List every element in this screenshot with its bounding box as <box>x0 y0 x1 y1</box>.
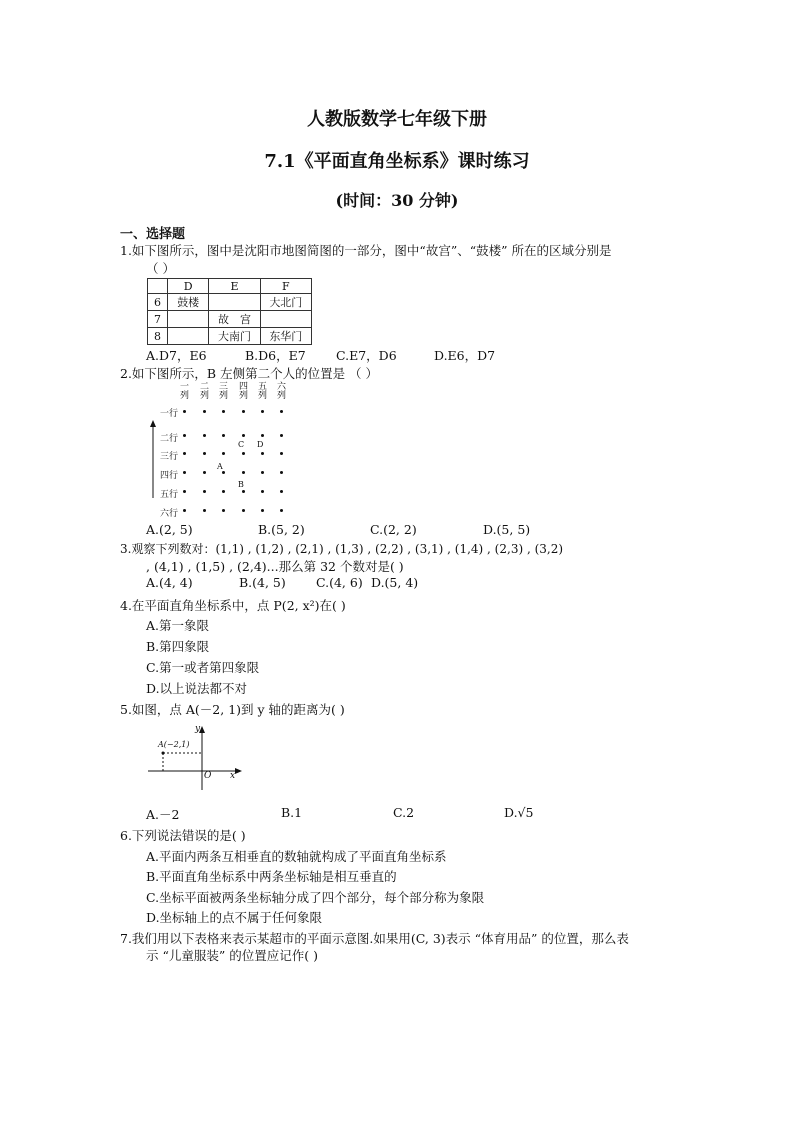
seat-dot <box>280 490 283 493</box>
seat-dot <box>242 410 245 413</box>
q5-option-a: A.－2 <box>146 807 180 822</box>
q2-option-c: C.(2, 2) <box>370 522 417 537</box>
seat-dot <box>280 471 283 474</box>
q6-option-c: C.坐标平面被两条坐标轴分成了四个部分，每个部分称为象限 <box>146 890 485 905</box>
table-cell: 7 <box>148 311 168 328</box>
row-label: 五行 <box>160 490 179 500</box>
column-label: 一列 <box>180 382 190 401</box>
q5-option-b: B.1 <box>281 805 303 820</box>
q1-map-table <box>147 278 312 345</box>
q7-line2: 示 “儿童服装” 的位置应记作( ) <box>146 948 318 963</box>
q1-option-b: B.D6，E7 <box>245 348 306 363</box>
q3-option-b: B.(4, 5) <box>239 575 286 590</box>
row-label: 一行 <box>160 409 179 419</box>
seat-dot <box>222 452 225 455</box>
seat-dot <box>222 490 225 493</box>
table-cell <box>168 311 209 328</box>
seat-dot <box>203 410 206 413</box>
x-axis-label: x <box>230 771 236 781</box>
row-label: 二行 <box>160 434 179 444</box>
seat-dot <box>242 434 245 437</box>
q2-option-b: B.(5, 2) <box>258 522 305 537</box>
seat-dot <box>222 471 225 474</box>
q5-option-d: D.√5 <box>504 805 534 820</box>
section-heading: 一、选择题 <box>120 227 186 242</box>
origin-label: O <box>204 771 212 781</box>
seat-dot <box>203 490 206 493</box>
q5-coordinate-figure <box>146 722 246 792</box>
table-header-cell: E <box>209 279 260 294</box>
column-label: 四列 <box>239 382 249 401</box>
seat-dot <box>280 410 283 413</box>
label-d: D <box>257 440 264 449</box>
q2-text: 2.如下图所示，B 左侧第二个人的位置是 （ ） <box>120 366 379 381</box>
q6-text: 6.下列说法错误的是( ) <box>120 828 246 843</box>
seat-dot <box>222 410 225 413</box>
column-label: 三列 <box>219 382 229 401</box>
seat-dot <box>222 509 225 512</box>
q3-option-c: C.(4, 6) <box>316 575 363 590</box>
point-a-label: A(−2,1) <box>158 740 190 749</box>
row-label: 六行 <box>160 509 179 519</box>
q6-option-a: A.平面内两条互相垂直的数轴就构成了平面直角坐标系 <box>146 849 447 864</box>
table-cell: 东华门 <box>260 328 311 345</box>
q4-option-d: D.以上说法都不对 <box>146 681 248 696</box>
q4-option-b: B.第四象限 <box>146 639 210 654</box>
table-cell: 大北门 <box>260 294 311 311</box>
y-axis-label: y <box>195 724 201 734</box>
table-cell <box>209 294 260 311</box>
label-b: B <box>238 480 244 489</box>
time-limit: (时间：30 分钟) <box>335 191 459 210</box>
seat-dot <box>280 434 283 437</box>
q7-line1: 7.我们用以下表格来表示某超市的平面示意图.如果用(C, 3)表示 “体育用品” 的位置，那么表 <box>120 931 629 946</box>
seat-dot <box>242 471 245 474</box>
q6-option-b: B.平面直角坐标系中两条坐标轴是相互垂直的 <box>146 869 397 884</box>
table-cell: 8 <box>148 328 168 345</box>
table-header-cell: D <box>168 279 209 294</box>
seat-dot <box>280 509 283 512</box>
column-label: 六列 <box>277 382 287 401</box>
direction-arrow-icon <box>148 420 158 500</box>
label-a: A <box>217 462 223 471</box>
q4-text: 4.在平面直角坐标系中，点 P(2, x²)在( ) <box>120 598 346 613</box>
seat-dot <box>242 452 245 455</box>
table-cell: 6 <box>148 294 168 311</box>
row-label: 三行 <box>160 452 179 462</box>
seat-dot <box>183 471 186 474</box>
seat-dot <box>222 434 225 437</box>
table-header-cell <box>148 279 168 294</box>
seat-dot <box>280 452 283 455</box>
table-header-cell: F <box>260 279 311 294</box>
q3-line2: , (4,1) , (1,5) , (2,4)...那么第 32 个数对是( ) <box>146 559 404 574</box>
row-label: 四行 <box>160 471 179 481</box>
seat-dot <box>183 452 186 455</box>
q2-option-a: A.(2, 5) <box>146 522 193 537</box>
seat-dot <box>183 434 186 437</box>
page-title: 人教版数学七年级下册 <box>307 109 487 130</box>
q1-text: 1.如下图所示，图中是沈阳市地图简图的一部分，图中“故宫”、“鼓楼” 所在的区域分别是 <box>120 243 612 258</box>
q1-paren: （ ） <box>146 261 175 276</box>
seat-dot <box>183 509 186 512</box>
q4-option-c: C.第一或者第四象限 <box>146 660 260 675</box>
seat-dot <box>203 452 206 455</box>
q4-option-a: A.第一象限 <box>146 618 210 633</box>
q2-option-d: D.(5, 5) <box>483 522 531 537</box>
q2-seating-figure <box>140 380 300 520</box>
q5-text: 5.如图，点 A(－2, 1)到 y 轴的距离为( ) <box>120 702 345 717</box>
q6-option-d: D.坐标轴上的点不属于任何象限 <box>146 910 323 925</box>
seat-dot <box>261 490 264 493</box>
seat-dot <box>242 509 245 512</box>
seat-dot <box>203 434 206 437</box>
q3-line1: 3.观察下列数对：(1,1) , (1,2) , (2,1) , (1,3) , (2,2) , (3,1) , (1,4) , (2,3) , (3,2) <box>120 542 564 556</box>
q1-option-c: C.E7，D6 <box>336 348 397 363</box>
column-label: 二列 <box>200 382 210 401</box>
page-subtitle: 7.1《平面直角坐标系》课时练习 <box>264 151 530 172</box>
q3-option-a: A.(4, 4) <box>146 575 193 590</box>
q5-option-c: C.2 <box>393 805 415 820</box>
q1-option-d: D.E6，D7 <box>434 348 496 363</box>
seat-dot <box>261 471 264 474</box>
seat-dot <box>242 490 245 493</box>
seat-dot <box>203 509 206 512</box>
q3-option-d: D.(5, 4) <box>371 575 419 590</box>
seat-dot <box>183 410 186 413</box>
column-label: 五列 <box>258 382 268 401</box>
seat-dot <box>261 452 264 455</box>
table-cell <box>168 328 209 345</box>
seat-dot <box>203 471 206 474</box>
seat-dot <box>183 490 186 493</box>
seat-dot <box>261 434 264 437</box>
seat-dot <box>261 410 264 413</box>
seat-dot <box>261 509 264 512</box>
table-cell <box>260 311 311 328</box>
table-cell: 故 宫 <box>209 311 260 328</box>
table-cell: 鼓楼 <box>168 294 209 311</box>
q1-option-a: A.D7，E6 <box>146 348 207 363</box>
table-cell: 大南门 <box>209 328 260 345</box>
label-c: C <box>238 440 245 449</box>
